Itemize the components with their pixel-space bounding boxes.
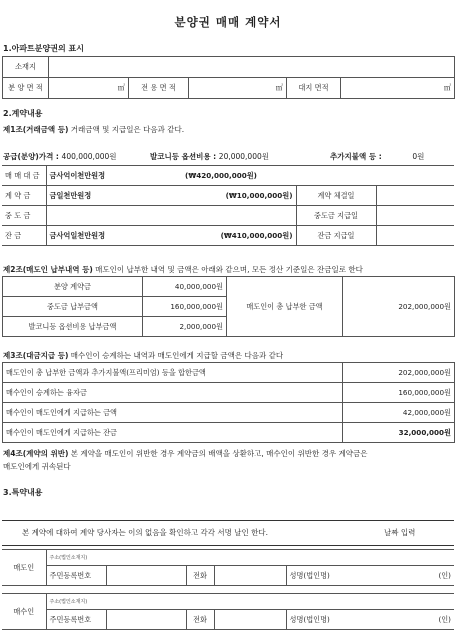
seller-total-label: 매도인이 총 납부한 금액	[227, 277, 343, 337]
seller-address-label: 주소(법인소재지)	[46, 550, 106, 566]
price-row-date-label: 중도금 지급일	[296, 206, 376, 226]
summary-label: 매수인이 승계하는 융자금	[3, 383, 343, 403]
price-row-label: 잔 금	[2, 226, 46, 246]
buyer-id-label: 주민등록번호	[46, 610, 106, 630]
seller-name-field[interactable]: 성명(법인명) (인)	[286, 566, 454, 586]
price-row-date-value[interactable]	[376, 206, 454, 226]
buyer-id-field[interactable]	[106, 610, 186, 630]
price-row-korean: 금사억이천만원정	[46, 166, 146, 186]
buyer-label: 매수인	[2, 594, 46, 630]
seller-phone-label: 전화	[186, 566, 214, 586]
land-area-value[interactable]: ㎡	[341, 78, 455, 99]
price-row-amount[interactable]	[146, 206, 296, 226]
seller-id-label: 주민등록번호	[46, 566, 106, 586]
article-4: 제4조(계약의 위반) 본 계약을 매도인이 위반한 경우 계약금의 배액을 상환하고, 매수인이 위반한 경우 계약금은	[3, 449, 368, 458]
seller-block	[2, 549, 454, 586]
buyer-seal: (인)	[438, 614, 451, 624]
summary-value: 202,000,000원	[343, 363, 455, 383]
seller-label: 매도인	[2, 550, 46, 586]
buyer-phone-field[interactable]	[214, 610, 286, 630]
location-value[interactable]	[49, 57, 455, 78]
balcony-cost: 발코니등 옵션비용 : 20,000,000원	[150, 152, 269, 161]
summary-label: 매수인이 매도인에게 지급하는 금액	[3, 403, 343, 423]
article-4-continued: 매도인에게 귀속된다	[3, 462, 71, 471]
price-row-korean: 금사억일천만원정	[46, 226, 146, 246]
payment-value: 2,000,000원	[143, 317, 227, 337]
payment-label: 중도금 납부금액	[3, 297, 143, 317]
buyer-block	[2, 593, 454, 630]
buyer-phone-label: 전화	[186, 610, 214, 630]
divider	[2, 520, 454, 521]
document-title: 분양권 매매 계약서	[174, 15, 282, 29]
summary-label: 매도인이 총 납부한 금액과 추가지불액(프리미엄) 등을 합한금액	[3, 363, 343, 383]
price-row-date-value[interactable]	[376, 186, 454, 206]
location-label: 소재지	[3, 57, 49, 78]
price-row-label: 매 매 대 금	[2, 166, 46, 186]
price-row-korean[interactable]	[46, 206, 146, 226]
payment-value: 40,000,000원	[143, 277, 227, 297]
section-1-heading: 1.아파트분양권의 표시	[3, 44, 84, 53]
extra-cost: 추가지불액 등 : 0원	[330, 152, 425, 161]
property-table	[2, 56, 455, 99]
summary-value: 32,000,000원	[343, 423, 455, 443]
price-row-label: 중 도 금	[2, 206, 46, 226]
price-row-date-label: 계약 체결일	[296, 186, 376, 206]
sale-area-label: 분 양 면 적	[3, 78, 49, 99]
price-row-amount: (₩420,000,000원)	[146, 166, 296, 186]
seller-id-field[interactable]	[106, 566, 186, 586]
seller-total-value: 202,000,000원	[343, 277, 455, 337]
sale-area-value[interactable]: ㎡	[49, 78, 129, 99]
price-row-amount: (₩10,000,000원)	[146, 186, 296, 206]
exclusive-area-label: 전 용 면 적	[129, 78, 189, 99]
buyer-name-field[interactable]: 성명(법인명) (인)	[286, 610, 454, 630]
confirmation-text: 본 계약에 대하여 계약 당사자는 이의 없음을 확인하고 각각 서명 날인 한다.	[22, 528, 268, 537]
land-area-label: 대지 면적	[287, 78, 341, 99]
exclusive-area-value[interactable]: ㎡	[189, 78, 287, 99]
price-row-amount: (₩410,000,000원)	[146, 226, 296, 246]
price-row-korean: 금일천만원정	[46, 186, 146, 206]
price-row-date-value[interactable]	[376, 226, 454, 246]
date-input[interactable]: 날짜 입력	[384, 528, 416, 537]
payment-value: 160,000,000원	[143, 297, 227, 317]
payment-label: 발코니등 옵션비용 납부금액	[3, 317, 143, 337]
article-1: 제1조(거래금액 등) 거래금액 및 지급일은 다음과 같다.	[3, 125, 185, 134]
article-2: 제2조(매도인 납부내역 등) 매도인이 납부한 내역 및 금액은 아래와 같으며, 모든 정산 기준일은 잔금일로 한다	[3, 265, 363, 274]
seller-seal: (인)	[438, 570, 451, 580]
section-3-heading: 3.특약내용	[3, 488, 43, 497]
buyer-address-field[interactable]	[106, 594, 454, 610]
seller-phone-field[interactable]	[214, 566, 286, 586]
supply-price: 공급(분양)가격 : 400,000,000원	[3, 152, 117, 161]
section-2-heading: 2.계약내용	[3, 109, 43, 118]
seller-address-field[interactable]	[106, 550, 454, 566]
summary-label: 매수인이 매도인에게 지급하는 잔금	[3, 423, 343, 443]
payment-label: 분양 계약금	[3, 277, 143, 297]
buyer-address-label: 주소(법인소재지)	[46, 594, 106, 610]
article-3: 제3조(대금지급 등) 매수인이 승계하는 내역과 매도인에게 지급할 금액은 다음과 같다	[3, 351, 284, 360]
payment-summary-table	[2, 362, 455, 443]
seller-payment-table	[2, 276, 455, 337]
summary-value: 42,000,000원	[343, 403, 455, 423]
divider	[2, 545, 454, 546]
price-row-date-label: 잔금 지급일	[296, 226, 376, 246]
summary-value: 160,000,000원	[343, 383, 455, 403]
price-table	[2, 165, 454, 246]
price-row-label: 계 약 금	[2, 186, 46, 206]
